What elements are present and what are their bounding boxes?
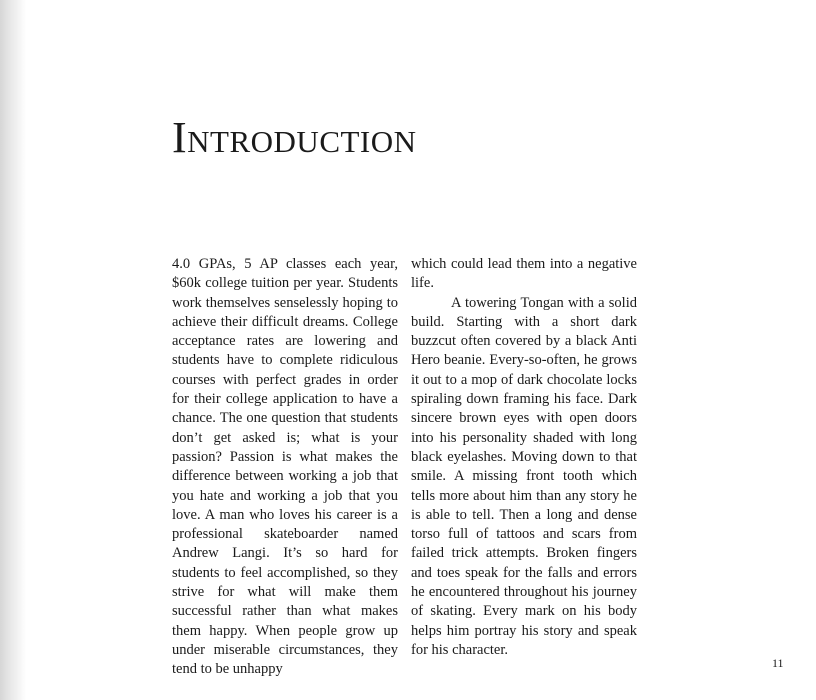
book-spine-shadow (0, 0, 26, 700)
page-title: Introduction (172, 113, 417, 162)
body-paragraph: A towering Tongan with a solid build. Starting with a short dark buzzcut often covered by a black Anti Hero beanie. Every-so-often, he grows it out to a mop of dark chocolate locks spiraling down framing his face. Dark sincere brown eyes with open doors into his personality shaded with long black eyelashes. Moving down to that smile. A missing front tooth which tells more about him than any story he is able to tell. Then a long and dense torso full of tattoos and scars from failed trick attempts. Broken fingers and toes speak for the falls and errors he encountered throughout his journey of skating. Every mark on his body helps him portray his story and speak for his character. (411, 294, 637, 658)
page-number: 11 (772, 656, 784, 670)
text-column-right (411, 255, 637, 660)
body-paragraph: 4.0 GPAs, 5 AP classes each year, $60k college tuition per year. Students work themselves senselessly hoping to achieve their difficult dreams. College acceptance rates are lowering and students have to complete ridiculous courses with perfect grades in order for their college application to have a chance. The one question that students don’t get asked is; what is your passion? Passion is what makes the difference between working a job that you hate and working a job that you love. A man who loves his career is a professional skateboarder named Andrew Langi. It’s so hard for students to feel accomplished, so they strive for what will make them successful rather than what makes them happy. When people grow up under miserable circumstances, they tend to be unhappy (172, 256, 398, 678)
body-paragraph: which could lead them into a negative life. (411, 256, 637, 292)
text-column-left (172, 255, 398, 680)
